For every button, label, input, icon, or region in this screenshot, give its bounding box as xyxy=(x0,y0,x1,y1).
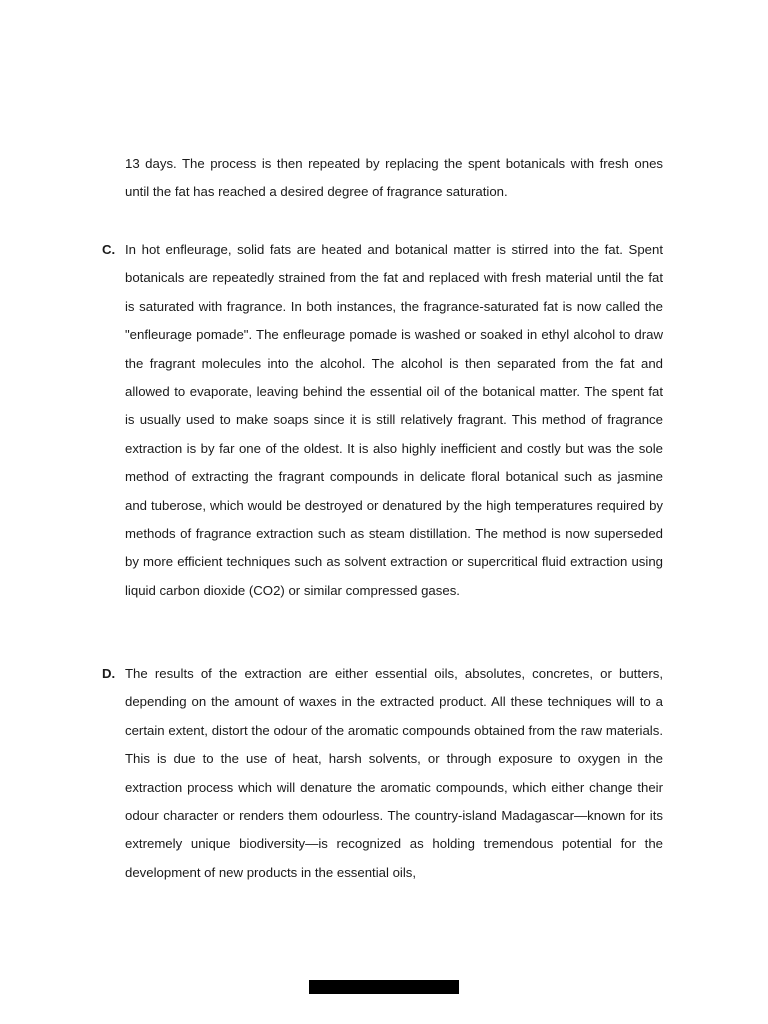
list-marker-c: C. xyxy=(102,242,116,257)
list-marker-d: D. xyxy=(102,666,116,681)
footer-redaction-bar xyxy=(309,980,459,994)
paragraph-c: In hot enfleurage, solid fats are heated and botanical matter is stirred into the fat. Spent botanicals are repeatedly strained from the fat and replaced with fresh material until the fat is saturated with fragrance. In both instances, the fragrance-saturated fat is now called the "enfleurage pomade". The enfleurage pomade is washed or soaked in ethyl alcohol to draw the fragrant molecules into the alcohol. The alcohol is then separated from the fat and allowed to evaporate, leaving behind the essential oil of the botanical matter. The spent fat is usually used to make soaps since it is still relatively fragrant. This method of fragrance extraction is by far one of the oldest. It is also highly inefficient and costly but was the sole method of extracting the fragrant compounds in delicate floral botanical such as jasmine and tuberose, which would be destroyed or denatured by the high temperatures required by methods of fragrance extraction such as steam distillation. The method is now superseded by more efficient techniques such as solvent extraction or supercritical fluid extraction using liquid carbon dioxide (CO2) or similar compressed gases. xyxy=(125,242,663,598)
paragraph-d: The results of the extraction are either essential oils, absolutes, concretes, or butters, depending on the amount of waxes in the extracted product. All these techniques will to a certain extent, distort the odour of the aromatic compounds obtained from the raw materials. This is due to the use of heat, harsh solvents, or through exposure to oxygen in the extraction process which will denature the aromatic compounds, which either change their odour character or renders them odourless. The country-island Madagascar—known for its extremely unique biodiversity—is recognized as holding tremendous potential for the development of new products in the essential oils, xyxy=(125,666,663,880)
continuation-paragraph: 13 days. The process is then repeated by replacing the spent botanicals with fresh ones until the fat has reached a desired degree of fragrance saturation. xyxy=(125,156,663,200)
